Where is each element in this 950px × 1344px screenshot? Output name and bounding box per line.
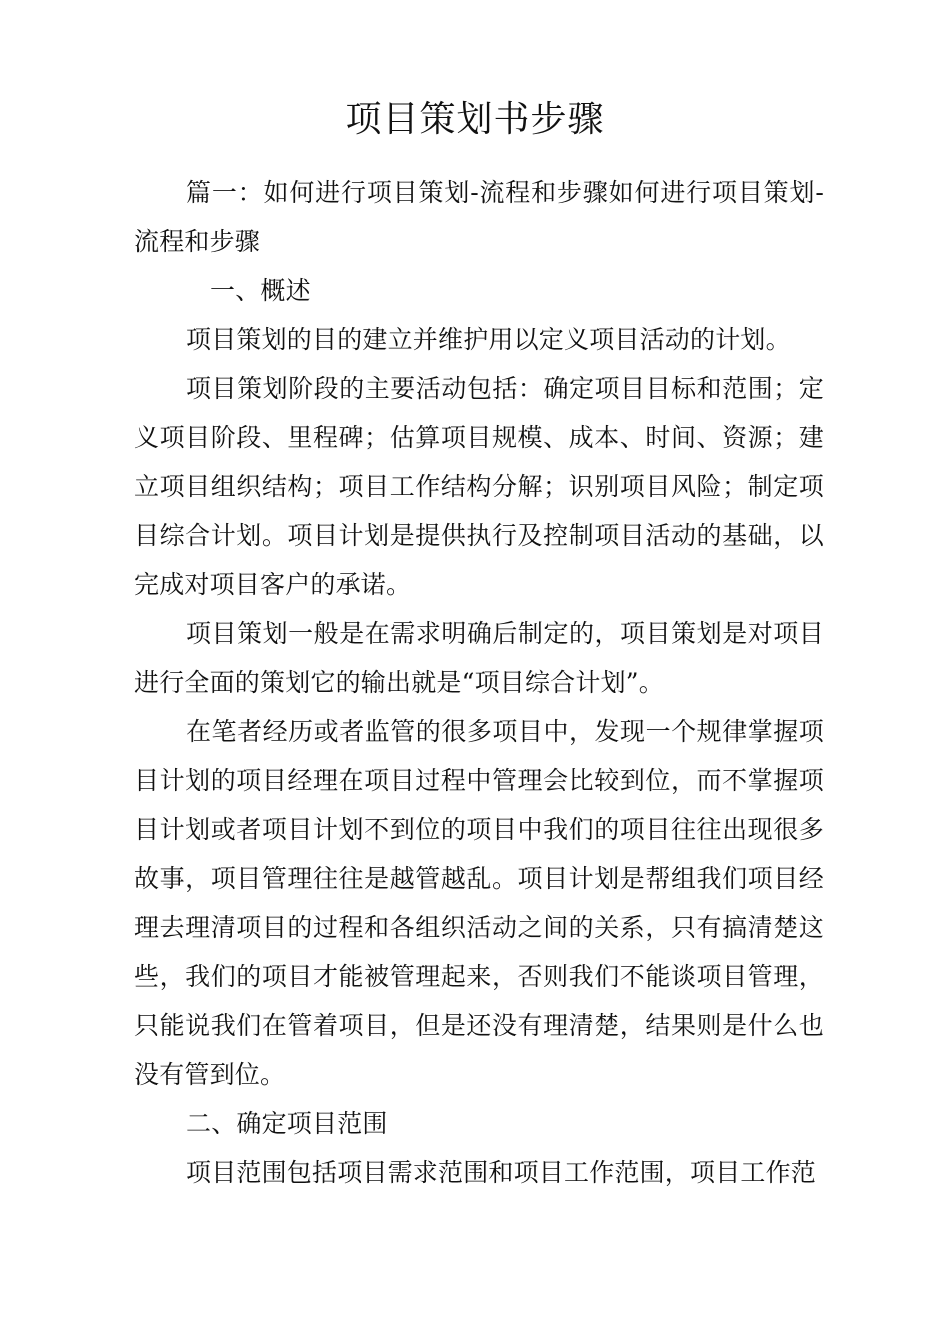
- section-heading-overview: 一、概述: [210, 276, 311, 305]
- paragraph-main-activities: 项目策划阶段的主要活动包括：确定项目目标和范围；定义项目阶段、里程碑；估算项目规模、成本、时间、资源；建立项目组织结构；项目工作结构分解；识别项目风险；制定项目综合计划。项目计划是提供执行及控制项目活动的基础，以完成对项目客户的承诺。: [134, 374, 824, 599]
- document-body: [134, 168, 824, 1197]
- paragraph-purpose: 项目策划的目的建立并维护用以定义项目活动的计划。: [186, 325, 791, 354]
- document-title: 项目策划书步骤: [345, 99, 605, 140]
- paragraph-experience: 在笔者经历或者监管的很多项目中，发现一个规律掌握项目计划的项目经理在项目过程中管理会比较到位，而不掌握项目计划或者项目计划不到位的项目中我们的项目往往出现很多故事，项目管理往往是越管越乱。项目计划是帮组我们项目经理去理清项目的过程和各组织活动之间的关系，只有搞清楚这些，我们的项目才能被管理起来，否则我们不能谈项目管理，只能说我们在管着项目，但是还没有理清楚，结果则是什么也没有管到位。: [134, 717, 824, 1089]
- paragraph-intro: 篇一：如何进行项目策划-流程和步骤如何进行项目策划-流程和步骤: [134, 178, 824, 256]
- paragraph-planning-output: 项目策划一般是在需求明确后制定的，项目策划是对项目进行全面的策划它的输出就是“项目综合计划”。: [134, 619, 824, 697]
- paragraph-scope: 项目范围包括项目需求范围和项目工作范围，项目工作范: [186, 1158, 817, 1187]
- section-heading-scope: 二、确定项目范围: [186, 1109, 388, 1138]
